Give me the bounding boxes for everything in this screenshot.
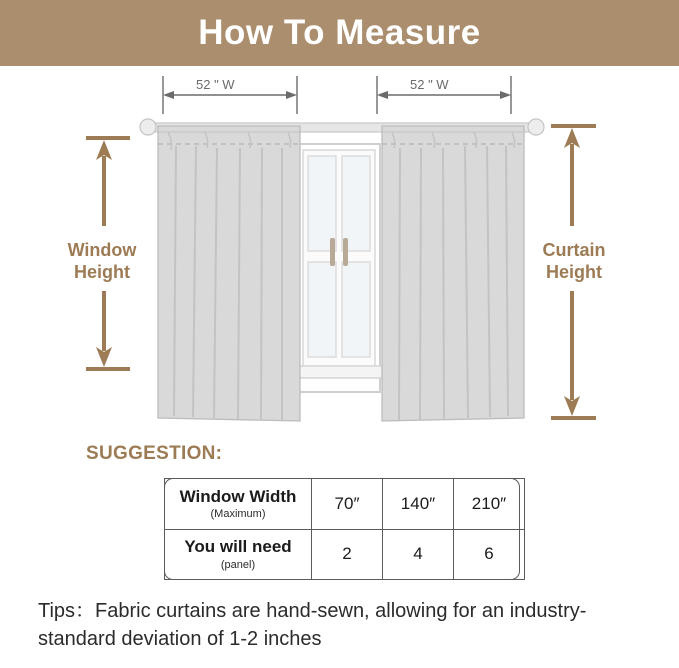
suggestion-table xyxy=(164,478,525,580)
cell-panels-3: 6 xyxy=(454,529,525,580)
suggestion-table-wrapper xyxy=(164,478,520,580)
window-frame xyxy=(294,144,384,392)
top-dimension-left-label: 52 " W xyxy=(196,77,235,92)
tips-text: Fabric curtains are hand-sewn, allowing for an industry-standard deviation of 1-2 inches xyxy=(38,600,587,650)
header-banner xyxy=(0,0,679,66)
cell-panels-2: 4 xyxy=(383,529,454,580)
row-label-text: Window Width xyxy=(179,486,297,506)
cell-window-width-1: 70″ xyxy=(312,479,383,530)
cell-panels-1: 2 xyxy=(312,529,383,580)
tips-section xyxy=(38,598,648,653)
measurement-illustration xyxy=(0,66,679,441)
row-label-you-will-need xyxy=(165,529,312,580)
curtain-panel-left xyxy=(158,126,300,421)
curtain-height-label-line2: Height xyxy=(546,261,602,282)
table-row xyxy=(165,529,525,580)
row-label-window-width xyxy=(165,479,312,530)
curtain-panel-right xyxy=(382,126,524,421)
page-title: How To Measure xyxy=(198,13,481,52)
cell-window-width-3: 210″ xyxy=(454,479,525,530)
curtain-height-label xyxy=(526,240,622,284)
table-row xyxy=(165,479,525,530)
tips-label: Tips： xyxy=(38,600,96,622)
window-height-label xyxy=(56,240,148,284)
suggestion-heading: SUGGESTION: xyxy=(86,443,223,464)
window-height-label-line1: Window xyxy=(67,240,137,260)
row-label-text: You will need xyxy=(184,537,292,557)
curtain-height-label-line1: Curtain xyxy=(542,240,606,260)
window-height-label-line2: Height xyxy=(74,261,130,282)
cell-window-width-2: 140″ xyxy=(383,479,454,530)
top-dimension-right-label: 52 " W xyxy=(410,77,449,92)
row-label-subnote: (Maximum) xyxy=(210,508,266,521)
row-label-subnote: (panel) xyxy=(220,558,256,571)
